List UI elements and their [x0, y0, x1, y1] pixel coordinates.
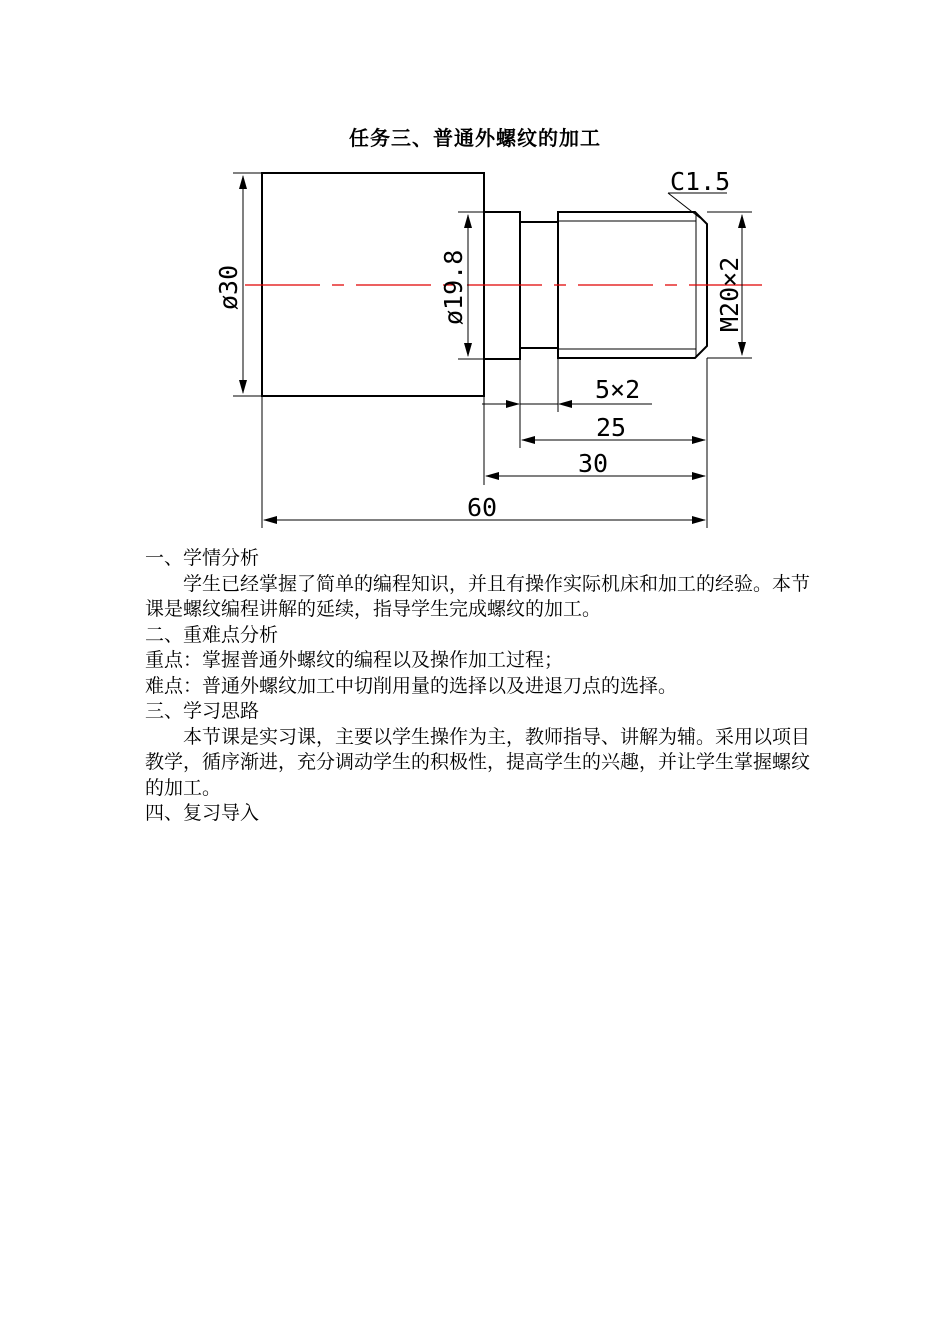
dia30-label: ø30	[214, 264, 243, 310]
thread-label: M20×2	[715, 256, 744, 332]
dimension-length-25	[522, 413, 705, 442]
section-heading-2: 二、重难点分析	[145, 623, 279, 646]
chamfer-label: C1.5	[670, 167, 731, 196]
section-paragraph-1: 学生已经掌握了简单的编程知识，并且有操作实际机床和加工的经验。本节课是螺纹编程讲解的延续，指导学生完成螺纹的加工。	[145, 572, 811, 620]
len30-label: 30	[578, 449, 609, 478]
body-text	[145, 546, 810, 827]
section-heading-4: 四、复习导入	[145, 802, 260, 824]
dimension-chamfer	[668, 167, 730, 218]
key-point-line: 重点：掌握普通外螺纹的编程以及操作加工过程；	[145, 649, 564, 671]
section-paragraph-3: 本节课是实习课，主要以学生操作为主，教师指导、讲解为辅。采用以项目教学，循序渐进，充分调动学生的积极性，提高学生的兴趣，并让学生掌握螺纹的加工。	[145, 725, 811, 799]
len25-label: 25	[596, 413, 627, 442]
dimension-groove	[482, 375, 652, 404]
difficult-point-line: 难点：普通外螺纹加工中切削用量的选择以及进退刀点的选择。	[145, 674, 678, 697]
dimension-length-30	[486, 449, 705, 478]
section-heading-1: 一、学情分析	[145, 547, 260, 569]
part-drawing	[0, 0, 950, 560]
len60-label: 60	[467, 493, 498, 522]
section-heading-3: 三、学习思路	[145, 700, 260, 722]
page-title: 任务三、普通外螺纹的加工	[349, 126, 601, 150]
dia19-8-label: ø19.8	[439, 249, 468, 325]
dimension-length-60	[264, 493, 705, 522]
groove-label: 5×2	[595, 375, 641, 404]
